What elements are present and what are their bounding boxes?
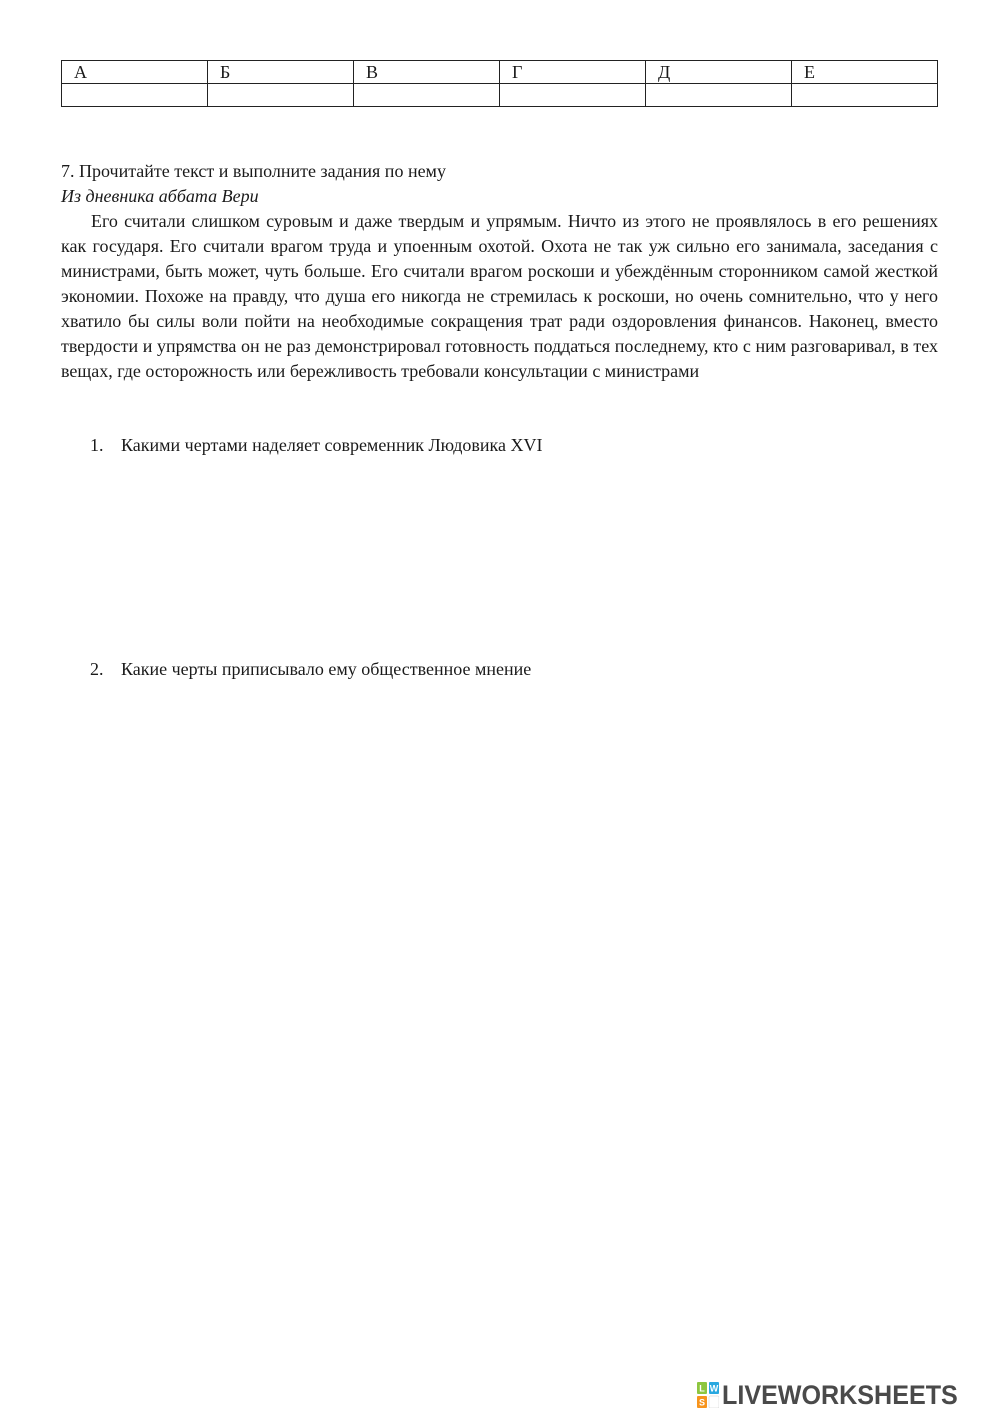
- task-heading: 7. Прочитайте текст и выполните задания по нему: [61, 161, 446, 181]
- logo-square-blank: [709, 1396, 719, 1408]
- question-text: Какие черты приписывало ему общественное мнение: [121, 659, 532, 679]
- answer-table-input-row: [62, 84, 938, 107]
- liveworksheets-wordmark: LIVEWORKSHEETS: [722, 1379, 958, 1410]
- question-2: [90, 657, 531, 682]
- answer-cell[interactable]: [62, 84, 208, 107]
- answer-table-header-cell: В: [354, 61, 500, 84]
- answer-table-header-cell: Г: [500, 61, 646, 84]
- liveworksheets-brand: [697, 1377, 976, 1413]
- answer-table-header-cell: Е: [792, 61, 938, 84]
- answer-cell[interactable]: [208, 84, 354, 107]
- answer-table-header-cell: Б: [208, 61, 354, 84]
- logo-letter: S: [698, 1397, 706, 1408]
- task-7: [61, 159, 938, 384]
- answer-table-header-cell: А: [62, 61, 208, 84]
- answer-cell[interactable]: [500, 84, 646, 107]
- task-passage: Его считали слишком суровым и даже твердым и упрямым. Ничто из этого не проявлялось в его решениях как государя. Его считали врагом труда и упоенным охотой. Охота не так уж сильно его занимала, заседания с министрами, быть может, чуть больше. Его считали врагом роскоши и убеждённым сторонником самой жесткой экономии. Похоже на правду, что душа его никогда не стремилась к роскоши, но очень сомнительно, что у него хватило бы силы воли пойти на необходимые сокращения трат ради оздоровления финансов. Наконец, вместо твердости и упрямства он не раз демонстрировал готовность поддаться последнему, кто с ним разговаривал, в тех вещах, где осторожность или бережливость требовали консультации с министрами: [61, 211, 938, 381]
- question-number: 2.: [90, 659, 104, 679]
- answer-table-header-cell: Д: [646, 61, 792, 84]
- liveworksheets-logo-icon: [697, 1382, 719, 1408]
- task-source: Из дневника аббата Вери: [61, 186, 259, 206]
- answer-cell[interactable]: [354, 84, 500, 107]
- logo-letter: W: [709, 1383, 719, 1394]
- answer-table: [61, 60, 938, 107]
- question-text: Какими чертами наделяет современник Людовика XVI: [121, 435, 543, 455]
- question-1: [90, 433, 542, 458]
- answer-cell[interactable]: [792, 84, 938, 107]
- logo-letter: L: [699, 1383, 705, 1394]
- answer-cell[interactable]: [646, 84, 792, 107]
- answer-table-header-row: [62, 61, 938, 84]
- question-number: 1.: [90, 435, 104, 455]
